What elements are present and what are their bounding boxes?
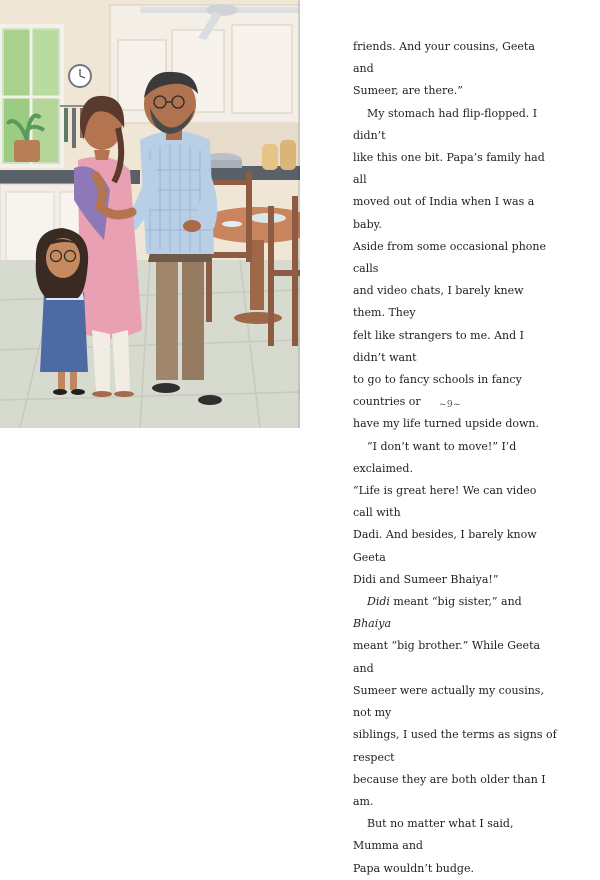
paragraph-3: [353, 436, 558, 591]
text-line: and video chats, I barely knew them. They: [353, 284, 524, 320]
text-line: “Life is great here! We can video call with: [353, 484, 537, 520]
paragraph-1: [353, 36, 558, 103]
kitchen-illustration: [0, 0, 300, 428]
text-line: to go to fancy schools in fancy countries or: [353, 373, 522, 409]
text-line: Papa wouldn’t budge.: [353, 861, 474, 875]
paragraph-2: [353, 103, 558, 436]
italic-word-bhaiya: Bhaiya: [353, 617, 392, 631]
text-line: siblings, I used the terms as signs of respect: [353, 728, 557, 764]
page-number: ~9~: [438, 400, 462, 410]
text-line: Didi and Sumeer Bhaiya!”: [353, 572, 499, 586]
text-line: Sumeer were actually my cousins, not my: [353, 683, 544, 720]
text-line: like this one bit. Papa’s family had all: [353, 151, 545, 187]
girl-figure: [36, 228, 88, 395]
paragraph-5: [353, 813, 558, 880]
text-line: Dadi. And besides, I barely know Geeta: [353, 528, 537, 564]
text-line: meant “big sister,” and: [389, 595, 522, 609]
text-line: because they are both older than I am.: [353, 772, 546, 808]
text-line: Sumeer, are there.”: [353, 84, 463, 98]
text-line: felt like strangers to me. And I didn’t want: [353, 328, 525, 364]
italic-word-didi: Didi: [367, 595, 390, 609]
text-line: meant “big brother.” While Geeta and: [353, 639, 541, 675]
text-line: “I don’t want to move!” I’d exclaimed.: [353, 439, 517, 475]
text-line: moved out of India when I was a baby.: [353, 195, 535, 231]
body-text: [353, 36, 558, 880]
text-line: friends. And your cousins, Geeta and: [353, 40, 535, 76]
text-line: Aside from some occasional phone calls: [353, 239, 547, 276]
text-line: have my life turned upside down.: [353, 417, 540, 431]
text-line: My stomach had flip-flopped. I didn’t: [353, 106, 538, 142]
text-line: But no matter what I said, Mumma and: [353, 817, 514, 853]
paragraph-4: [353, 591, 558, 813]
text-page: [300, 0, 600, 875]
